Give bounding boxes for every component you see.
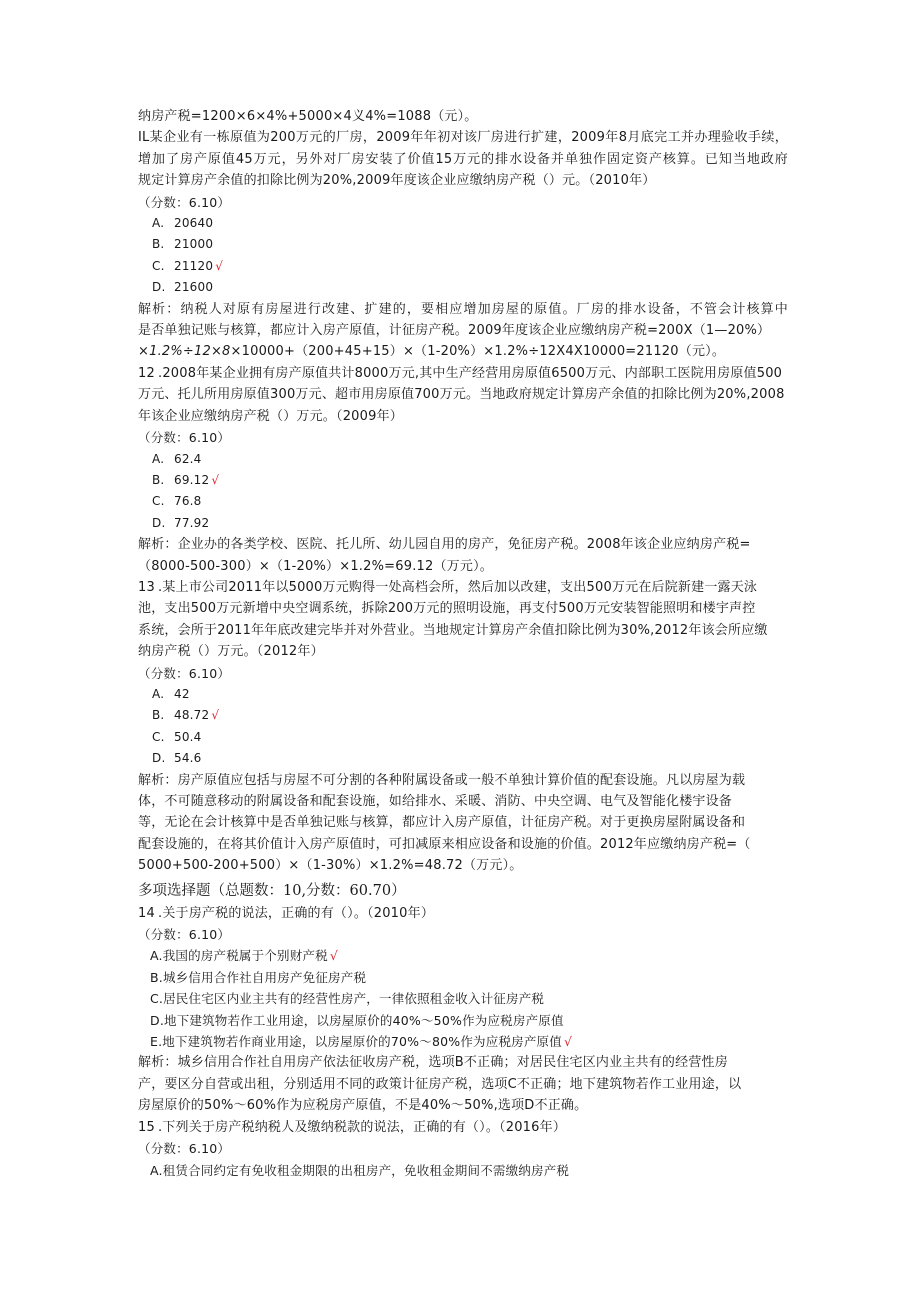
analysis-line: 解析：企业办的各类学校、医院、托儿所、幼儿园自用的房产，免征房产税。2008年该企业应纳房产税=	[138, 537, 751, 553]
option-a	[138, 1160, 788, 1181]
option-text: A.我国的房产税属于个别财产税	[150, 948, 328, 964]
option-letter: B.	[152, 472, 165, 487]
question-13	[138, 577, 788, 877]
option-text: A.租赁合同约定有免收租金期限的出租房产，免收租金期间不需缴纳房产税	[150, 1162, 570, 1178]
question-stem-line: 年该企业应缴纳房产税（）万元。（2009年）	[138, 408, 403, 424]
option-text: D.地下建筑物若作工业用途，以房屋原价的40%〜50%作为应税房产原值	[150, 1012, 564, 1028]
option-c	[138, 256, 788, 277]
analysis-line: 解析：纳税人对原有房屋进行改建、扩建的，要相应增加房屋的原值。厂房的排水设备，不管会计核算中	[138, 301, 788, 317]
option-letter: B.	[152, 708, 165, 723]
option-c	[138, 988, 788, 1009]
option-letter: A.	[152, 216, 165, 231]
question-score: （分数：6.10）	[138, 194, 231, 210]
checkmark-icon: √	[211, 708, 220, 723]
option-text: 77.92	[174, 515, 210, 530]
analysis-line: 解析：房产原值应包括与房屋不可分割的各种附属设备或一般不单独计算价值的配套设施。凡以房屋为载	[138, 772, 746, 788]
question-11	[138, 127, 788, 362]
option-text: 21600	[174, 280, 214, 295]
question-stem-line	[138, 1117, 788, 1138]
option-text: 20640	[174, 216, 214, 231]
question-number: 14	[138, 905, 155, 921]
option-a	[138, 213, 788, 234]
option-letter: C.	[152, 258, 165, 273]
analysis-line: 配套设施的，在将其价值计入房产原值时，可扣减原来相应设备和设施的价值。2012年应缴纳房产税=（	[138, 836, 751, 852]
option-a	[138, 449, 788, 470]
question-stem-line	[138, 577, 788, 598]
question-score: （分数：6.10）	[138, 927, 231, 943]
option-letter: D.	[152, 515, 166, 530]
question-stem-line: 系统，会所于2011年年底改建完毕并对外营业。当地规定计算房产余值扣除比例为30%,2012年该会所应缴	[138, 622, 768, 638]
option-text: C.居民住宅区内业主共有的经营性房产，一律依照租金收入计征房产税	[150, 991, 545, 1007]
question-stem-line: 规定计算房产余值的扣除比例为20%,2009年度该企业应缴纳房产税（）元。（2010年）	[138, 173, 656, 189]
option-b	[138, 470, 788, 491]
option-a	[138, 684, 788, 705]
question-14	[138, 903, 788, 1117]
checkmark-icon: √	[211, 472, 220, 487]
question-stem-line	[138, 363, 788, 384]
question-number: 15	[138, 1119, 155, 1135]
option-c	[138, 727, 788, 748]
option-text: 76.8	[174, 494, 202, 509]
option-letter: D.	[152, 751, 166, 766]
option-d	[138, 748, 788, 769]
question-number: 12	[138, 365, 155, 381]
question-stem-line: 增加了房产原值45万元，另外对厂房安装了价值15万元的排水设备并单独作固定资产核算。已知当地政府	[138, 151, 788, 167]
option-text: 42	[174, 686, 190, 701]
question-number: 13	[138, 579, 155, 595]
option-b	[138, 234, 788, 255]
analysis-line: 房屋原价的50%〜60%作为应税房产原值，不是40%〜50%,选项D不正确。	[138, 1098, 588, 1114]
question-stem-text: .2008年某企业拥有房产原值共计8000万元,其中生产经营用房原值6500万元、内部职工医院用房原值500	[158, 365, 783, 381]
checkmark-icon: √	[329, 948, 338, 964]
analysis-line: 5000+500-200+500）×（1-30%）×1.2%=48.72（万元）。	[138, 858, 523, 874]
option-text: 21000	[174, 237, 214, 252]
analysis-line: （8000-500-300）×（1-20%）×1.2%=69.12（万元）。	[138, 558, 493, 574]
option-text: E.地下建筑物若作商业用途，以房屋原价的70%〜80%作为应税房产原值	[150, 1034, 562, 1050]
question-stem-text: .关于房产税的说法，正确的有（）。（2010年）	[158, 905, 435, 921]
document-content	[138, 106, 788, 1181]
option-text: 54.6	[174, 751, 202, 766]
option-b	[138, 967, 788, 988]
question-stem-text: .某上市公司2011年以5000万元购得一处高档会所，然后加以改建，支出500万元在后院新建一露天泳	[158, 579, 758, 595]
analysis-line: 等，无论在会计核算中是否单独记账与核算，都应计入房产原值，计征房产税。对于更换房屋附属设备和	[138, 815, 746, 831]
question-stem-text: .下列关于房产税纳税人及缴纳税款的说法，正确的有（）。（2016年）	[158, 1119, 567, 1135]
option-letter: A.	[152, 686, 165, 701]
question-stem-line: IL某企业有一栋原值为200万元的厂房，2009年年初对该厂房进行扩建，2009年8月底完工并办理验收手续，	[138, 130, 788, 146]
option-text: 69.12	[174, 472, 210, 487]
analysis-fragment: 10000+（200+45+15）×（1-20%）×1.2%÷12X4X10000=21120（元）。	[241, 344, 726, 360]
option-text: B.城乡信用合作社自用房产免征房产税	[150, 969, 367, 985]
question-stem-line: 纳房产税（）万元。（2012年）	[138, 644, 324, 660]
previous-answer-line: 纳房产税=1200×6×4%+5000×4义4%=1088（元）。	[138, 109, 478, 124]
question-12	[138, 363, 788, 577]
analysis-line: 解析：城乡信用合作社自用房产依法征收房产税，选项B不正确；对居民住宅区内业主共有的经营性房	[138, 1055, 728, 1071]
checkmark-icon: √	[563, 1034, 573, 1050]
option-c	[138, 491, 788, 512]
option-d	[138, 1010, 788, 1031]
option-letter: D.	[152, 280, 166, 295]
question-15	[138, 1117, 788, 1181]
option-letter: B.	[152, 237, 165, 252]
question-stem-line: 池，支出500万元新增中央空调系统，拆除200万元的照明设施，再支付500万元安装智能照明和楼宇声控	[138, 601, 756, 617]
option-d	[138, 513, 788, 534]
option-text: 62.4	[174, 451, 202, 466]
option-text: 48.72	[174, 708, 210, 723]
checkmark-icon: √	[215, 258, 224, 273]
analysis-line: 是否单独记账与核算，都应计入房产原值，计征房产税。2009年度该企业应缴纳房产税=200X（1—20%）	[138, 323, 771, 339]
question-stem-line: 万元、托儿所用房原值300万元、超市用房原值700万元。当地政府规定计算房产余值的扣除比例为20%,2008	[138, 387, 785, 403]
option-a	[138, 945, 788, 966]
question-score: （分数：6.10）	[138, 430, 231, 446]
option-b	[138, 705, 788, 726]
option-d	[138, 277, 788, 298]
option-text: 50.4	[174, 729, 202, 744]
option-letter: C.	[152, 729, 165, 744]
analysis-line	[138, 341, 788, 362]
option-letter: C.	[152, 494, 165, 509]
option-e	[138, 1031, 788, 1052]
option-letter: A.	[152, 451, 165, 466]
analysis-line: 体，不可随意移动的附属设备和配套设施，如给排水、采暖、消防、中央空调、电气及智能化楼宇设备	[138, 794, 733, 809]
section-title: 多项选择题（总题数：10,分数：60.70）	[138, 882, 406, 899]
question-score: （分数：6.10）	[138, 665, 231, 681]
option-text: 21120	[174, 258, 214, 273]
question-score: （分数：6.10）	[138, 1141, 231, 1157]
analysis-italic-fragment: ×1.2%÷12×8×	[138, 344, 242, 360]
question-stem-line	[138, 903, 788, 924]
analysis-line: 产，要区分自营或出租，分别适用不同的政策计征房产税，选项C不正确；地下建筑物若作工业用途，以	[138, 1076, 742, 1092]
